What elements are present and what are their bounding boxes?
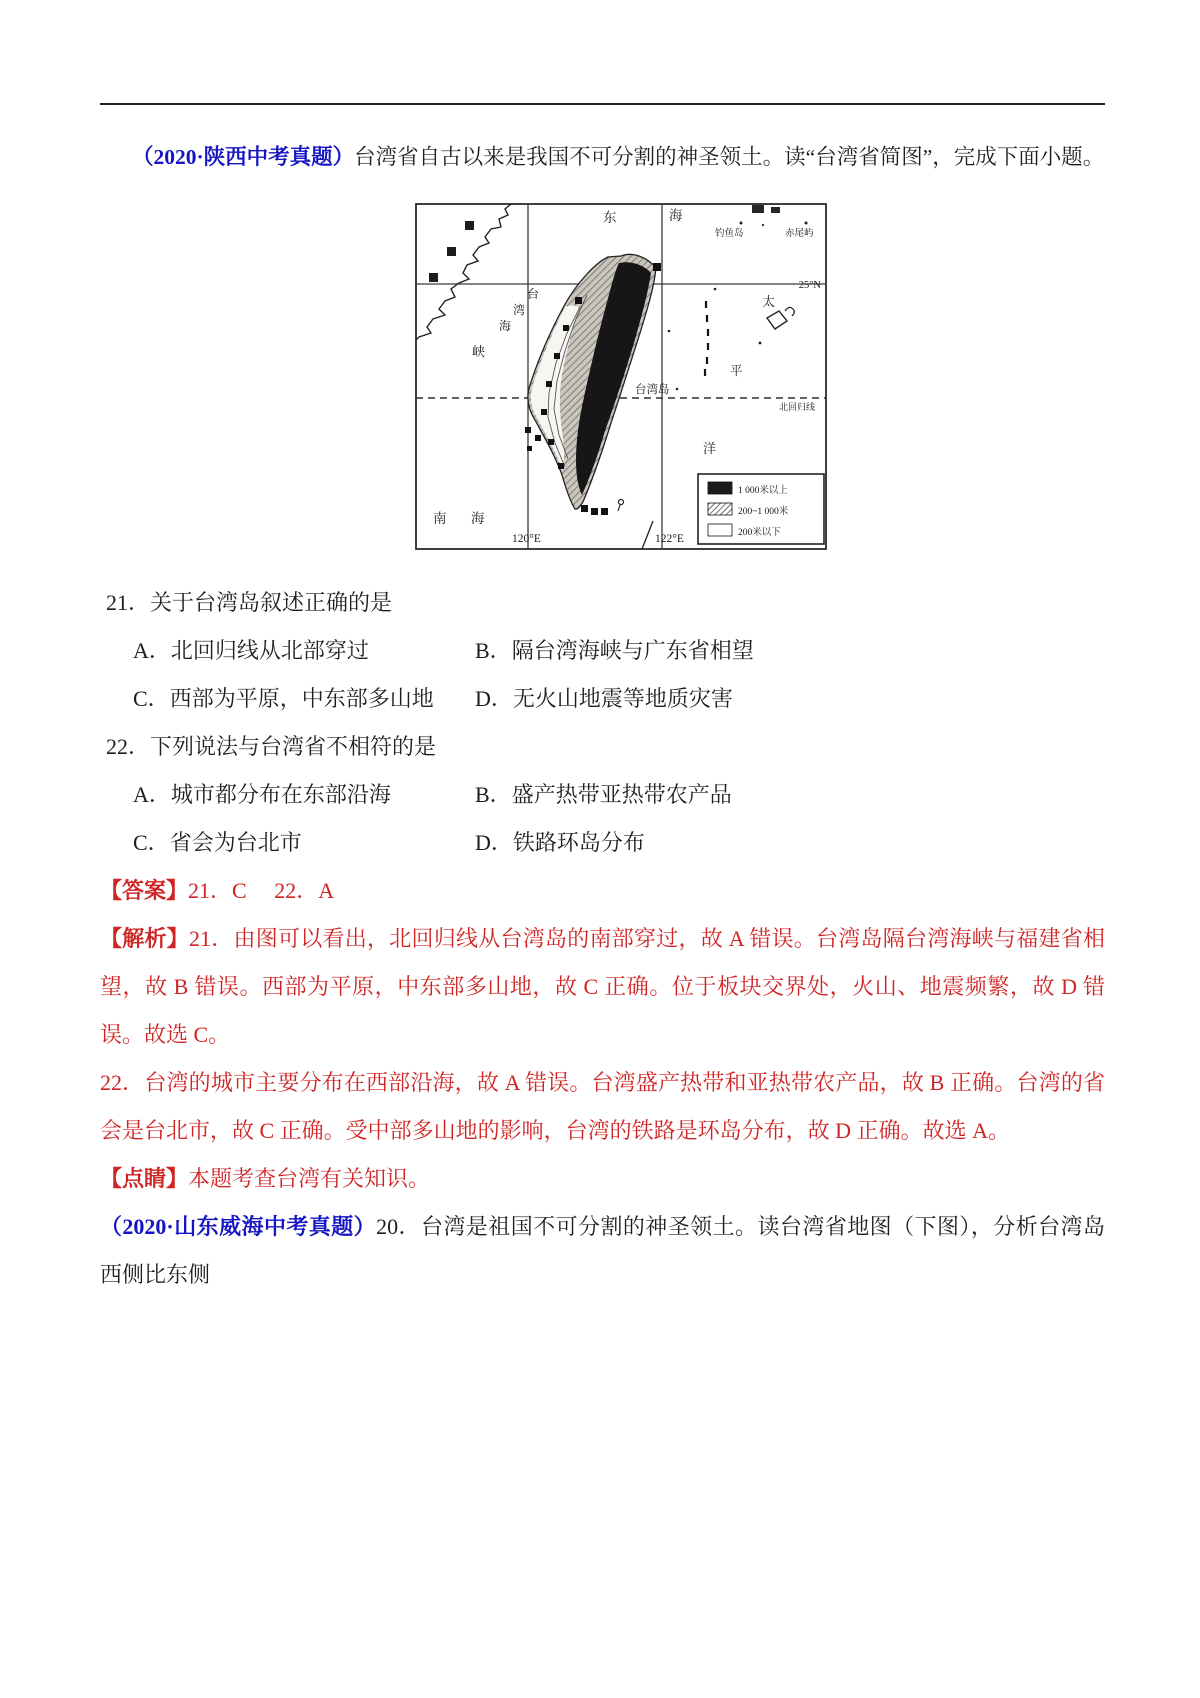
penghu-island [527, 446, 532, 451]
legend-swatch-mid [708, 503, 732, 515]
option-label: A． [133, 782, 171, 807]
mainland-label-blob [447, 247, 456, 256]
islet-dot [714, 288, 717, 291]
question-22-options-row-1 [100, 771, 1105, 819]
option-label: C． [133, 830, 170, 855]
map-label-strait: 湾 [513, 303, 526, 317]
question-21-options-row-1 [100, 627, 1105, 675]
taiwan-map-svg [415, 203, 827, 550]
tip-label: 【点睛】 [100, 1166, 189, 1191]
city-mark [558, 463, 564, 469]
map-label-east-sea: 东 [603, 210, 617, 225]
legend-swatch-high [708, 482, 732, 494]
city-mark [653, 263, 661, 271]
map-label-pacific: 平 [730, 364, 743, 378]
legend-swatch-low [708, 524, 732, 536]
option-21-a [133, 627, 475, 675]
legend-label-high: 1 000米以上 [738, 486, 788, 496]
map-label-strait: 峡 [472, 344, 486, 359]
analysis-text-21: 21．由图可以看出，北回归线从台湾岛的南部穿过，故 A 错误。台湾岛隔台湾海峡与福建省相望，故 B 错误。西部为平原，中东部多山地，故 C 正确。位于板块交界处，火山、地震频繁，故 D 错误。故选 C。 [100, 926, 1105, 1047]
question-21-options-row-2 [100, 675, 1105, 723]
analysis-paragraph-21 [100, 915, 1105, 1059]
option-label: B． [475, 782, 512, 807]
analysis-paragraph-22 [100, 1059, 1105, 1155]
map-label-east-sea: 海 [669, 208, 683, 223]
option-text: 盛产热带亚热带农产品 [511, 782, 732, 807]
option-text: 省会为台北市 [169, 830, 302, 855]
answer-value: 21．C 22．A [188, 878, 335, 903]
city-mark [591, 508, 598, 515]
option-text: 西部为平原，中东部多山地 [169, 686, 434, 711]
option-text: 铁路环岛分布 [512, 830, 645, 855]
option-label: D． [475, 830, 513, 855]
analysis-label: 【解析】 [100, 926, 190, 951]
option-22-a [133, 771, 475, 819]
city-mark [601, 508, 608, 515]
top-islet-blob [771, 207, 780, 213]
islet-dot [676, 388, 679, 391]
map-label-25n: 25°N [798, 280, 821, 291]
question-22-stem: 22．下列说法与台湾省不相符的是 [106, 734, 437, 759]
option-label: D． [475, 686, 513, 711]
city-mark [541, 409, 547, 415]
map-label-diaoyu-island: 钓鱼岛 [715, 229, 744, 239]
next-question-text: 20．台湾是祖国不可分割的神圣领土。读台湾省地图（下图），分析台湾岛西侧比东侧 [100, 1214, 1105, 1287]
map-legend [698, 474, 824, 544]
city-mark [546, 381, 552, 387]
option-text: 无火山地震等地质灾害 [512, 686, 733, 711]
option-21-d [475, 675, 1105, 723]
city-mark [581, 505, 588, 512]
next-question-intro [100, 1203, 1105, 1299]
map-label-chiwei-island: 赤尾屿 [785, 229, 814, 239]
legend-label-mid: 200~1 000米 [738, 507, 789, 517]
map-label-strait: 台 [527, 287, 540, 301]
option-22-b [475, 771, 1105, 819]
tip-text: 本题考查台湾有关知识。 [188, 1166, 431, 1191]
question-21-stem: 21．关于台湾岛叙述正确的是 [106, 590, 393, 615]
penghu-island [525, 427, 531, 433]
analysis-text-22: 22．台湾的城市主要分布在西部沿海，故 A 错误。台湾盛产热带和亚热带农产品，故 B 正确。台湾的省会是台北市，故 C 正确。受中部多山地的影响，台湾的铁路是环岛分布，故 D 正确。故选 A。 [100, 1070, 1105, 1143]
tip-line [100, 1155, 1105, 1203]
map-label-strait: 海 [499, 319, 512, 333]
map-label-south-sea: 海 [471, 511, 485, 526]
map-label-south-sea: 南 [433, 511, 447, 526]
islet-dot [759, 342, 762, 345]
top-islet-blob [752, 205, 764, 213]
city-mark [548, 439, 554, 445]
option-text: 城市都分布在东部沿海 [170, 782, 391, 807]
question-group-intro [100, 141, 1105, 173]
map-label-120e: 120°E [512, 533, 541, 545]
option-label: B． [475, 638, 512, 663]
option-label: C． [133, 686, 170, 711]
option-label: A． [133, 638, 171, 663]
answer-line [100, 867, 1105, 915]
option-21-b [475, 627, 1105, 675]
option-text: 隔台湾海峡与广东省相望 [511, 638, 754, 663]
map-label-taiwan-island: 台湾岛 [635, 384, 670, 396]
legend-label-low: 200米以下 [738, 528, 781, 538]
map-label-122e: 122°E [655, 533, 684, 545]
islet-dot [805, 222, 808, 225]
city-mark [554, 353, 560, 359]
option-22-c [133, 819, 475, 867]
option-22-d [475, 819, 1105, 867]
option-21-c [133, 675, 475, 723]
penghu-island [535, 435, 541, 441]
page-top-divider [100, 103, 1105, 105]
city-mark [575, 297, 582, 304]
city-mark [563, 325, 569, 331]
answer-label: 【答案】 [100, 878, 189, 903]
islet-dot [740, 222, 743, 225]
mainland-label-blob [429, 273, 438, 282]
map-label-tropic: 北回归线 [779, 402, 816, 412]
islet-dot [762, 224, 764, 226]
exam-source-tag-2: （2020·山东威海中考真题） [100, 1214, 377, 1239]
question-22-options-row-2 [100, 819, 1105, 867]
exam-source-tag: （2020·陕西中考真题） [132, 145, 355, 169]
islet-dot [668, 330, 671, 333]
intro-text: 台湾省自古以来是我国不可分割的神圣领土。读“台湾省简图”，完成下面小题。 [354, 145, 1105, 169]
map-label-pacific: 洋 [703, 441, 717, 456]
mainland-label-blob [465, 221, 474, 230]
option-text: 北回归线从北部穿过 [170, 638, 369, 663]
map-label-pacific: 太 [762, 294, 776, 309]
taiwan-map-figure [415, 203, 827, 555]
